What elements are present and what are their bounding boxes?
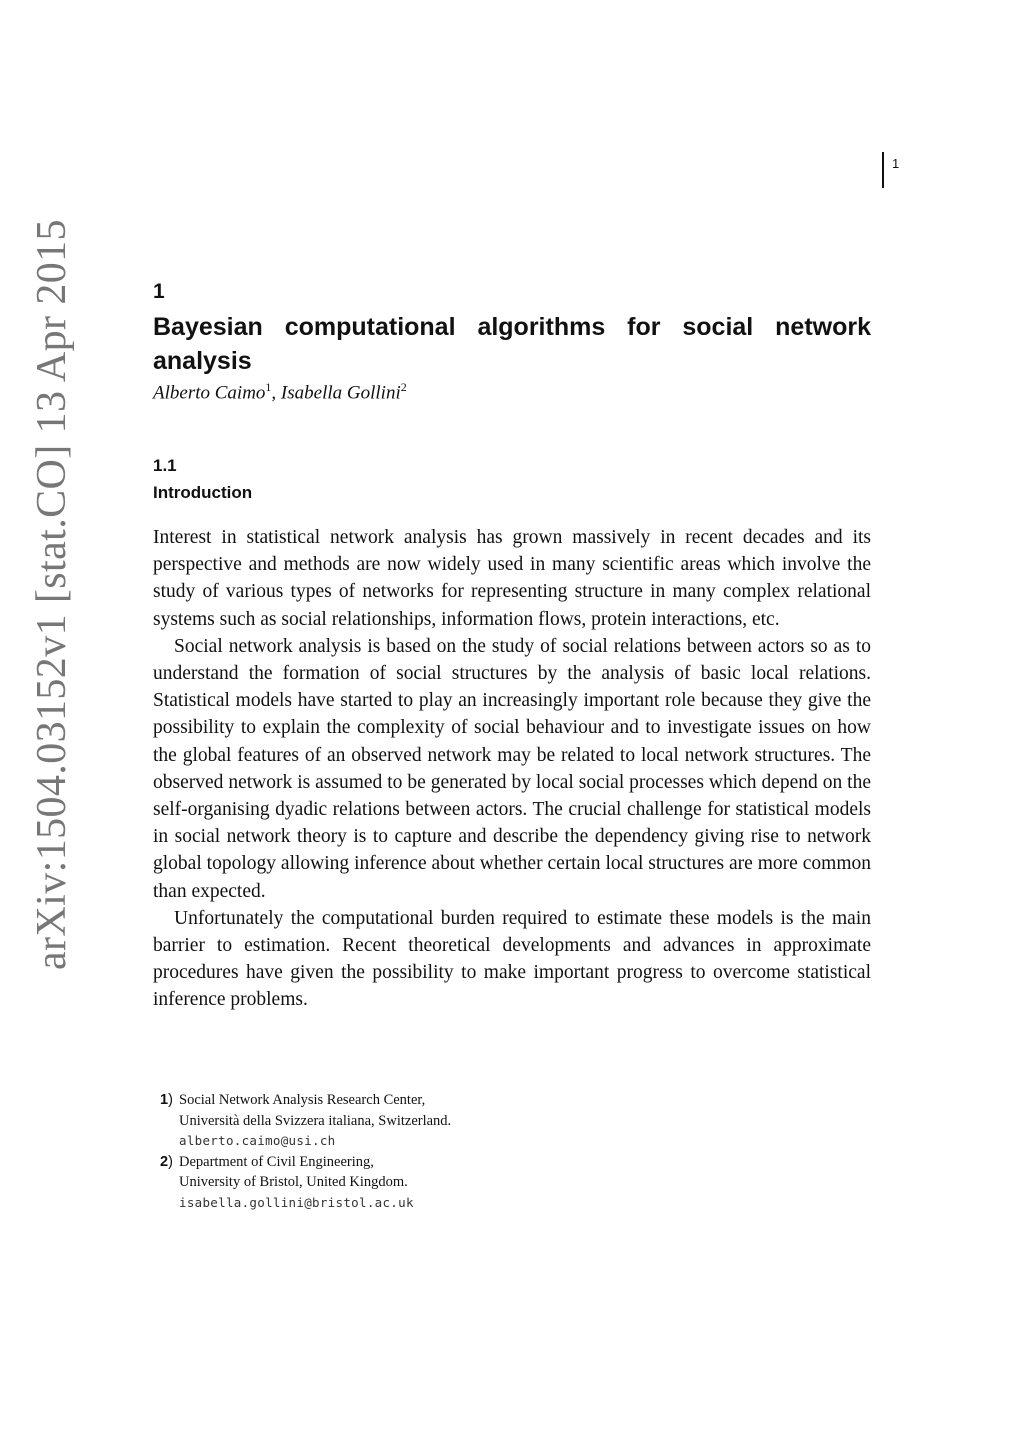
author-separator: , — [271, 382, 281, 404]
author-affiliation-mark: 2 — [400, 380, 407, 394]
footnote-line: University of Bristol, United Kingdom. — [179, 1174, 408, 1190]
paragraph: Interest in statistical network analysis has grown massively in recent decades and its perspective and methods are now widely used in many scientific areas which involve the study of various types of networks for representing structure in many complex relational systems such as social relationships, information flows, protein interactions, etc. — [153, 527, 871, 630]
paragraph: Unfortunately the computational burden required to estimate these models is the main barrier to estimation. Recent theoretical developments and advances in approximate procedures have given the possibility to make important progress to overcome statistical inference problems. — [153, 907, 871, 1011]
author-line — [153, 380, 871, 404]
author-name: Isabella Gollini — [280, 382, 401, 404]
footnote-marker: 2) — [160, 1153, 173, 1170]
email-link[interactable]: isabella.gollini@bristol.ac.uk — [179, 1194, 414, 1210]
footnote-marker: 1) — [160, 1092, 173, 1108]
arxiv-stamp: arXiv:1504.03152v1 [stat.CO] 13 Apr 2015 — [29, 219, 75, 970]
author-name: Alberto Caimo — [153, 382, 266, 404]
affiliation-footnotes — [160, 1090, 760, 1213]
footnote — [160, 1152, 760, 1214]
footnote — [160, 1090, 760, 1152]
chapter-number: 1 — [153, 280, 165, 303]
section-number: 1.1 — [153, 456, 177, 475]
footnote-line: Università della Svizzera italiana, Switzerland. — [179, 1112, 452, 1129]
section-title: Introduction — [153, 483, 253, 502]
chapter-title: Bayesian computational algorithms for social network analysis — [153, 313, 871, 375]
email-link[interactable]: alberto.caimo@usi.ch — [179, 1133, 336, 1148]
page-number: 1 — [892, 156, 900, 171]
footnote-line: Department of Civil Engineering, — [179, 1153, 374, 1170]
body-text — [153, 524, 871, 1014]
author-affiliation-mark: 1 — [265, 380, 272, 394]
header-rule — [882, 152, 884, 188]
footnote-line: Social Network Analysis Research Center, — [179, 1092, 426, 1108]
paragraph: Social network analysis is based on the study of social relations between actors so as to understand the formation of social structures by the analysis of basic local relations. Statistical models have started to play an increasingly important role because they give the possibility to explain the complexity of social behaviour and to investigate issues on how the global features of an observed network may be related to local network structures. The observed network is assumed to be generated by local social processes which depend on the self-organising dyadic relations between actors. The crucial challenge for statistical models in social network theory is to capture and describe the dependency giving rise to network global topology allowing inference about whether certain local structures are more common than expected. — [153, 635, 871, 902]
